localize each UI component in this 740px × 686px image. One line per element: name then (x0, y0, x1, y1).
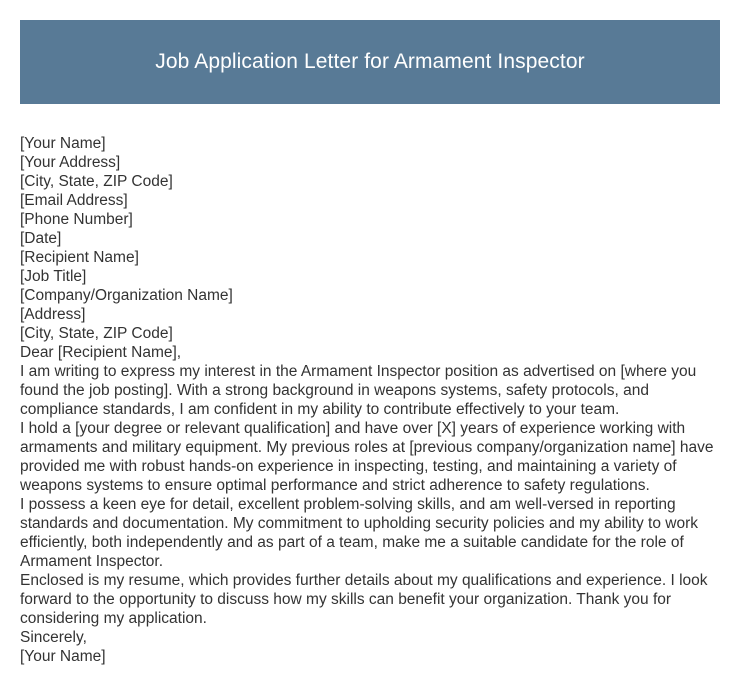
recipient-job-title: [Job Title] (20, 268, 87, 285)
recipient-name: [Recipient Name] (20, 249, 139, 266)
title-banner (20, 20, 720, 104)
closing: Sincerely, (20, 629, 87, 646)
sender-city-state-zip: [City, State, ZIP Code] (20, 173, 173, 190)
sender-address: [Your Address] (20, 154, 121, 171)
sender-name: [Your Name] (20, 135, 106, 152)
recipient-organization: [Company/Organization Name] (20, 287, 233, 304)
body-paragraph: I am writing to express my interest in the Armament Inspector position as advertised on [where you found the job posting]. With a strong background in weapons systems, safety protocols, and compliance standards, I am confident in my ability to contribute effectively to your team. (20, 363, 697, 418)
recipient-city-state-zip: [City, State, ZIP Code] (20, 325, 173, 342)
sender-email: [Email Address] (20, 192, 128, 209)
sender-phone: [Phone Number] (20, 211, 133, 228)
page-title: Job Application Letter for Armament Inspector (155, 50, 585, 73)
letter-body (20, 134, 722, 666)
signature: [Your Name] (20, 648, 106, 665)
body-paragraph: I hold a [your degree or relevant qualification] and have over [X] years of experience working with armaments and military equipment. My previous roles at [previous company/organization name] have provided me with robust hands-on experience in inspecting, testing, and maintaining a variety of weapons systems to ensure optimal performance and strict adherence to safety regulations. (20, 420, 714, 494)
body-paragraph: Enclosed is my resume, which provides further details about my qualifications and experience. I look forward to the opportunity to discuss how my skills can benefit your organization. Thank you for considering my application. (20, 572, 708, 627)
salutation: Dear [Recipient Name], (20, 344, 182, 361)
recipient-address: [Address] (20, 306, 86, 323)
letter-date: [Date] (20, 230, 62, 247)
body-paragraph: I possess a keen eye for detail, excellent problem-solving skills, and am well-versed in reporting standards and documentation. My commitment to upholding security policies and my ability to work efficiently, both independently and as part of a team, make me a suitable candidate for the role of Armament Inspector. (20, 496, 699, 570)
